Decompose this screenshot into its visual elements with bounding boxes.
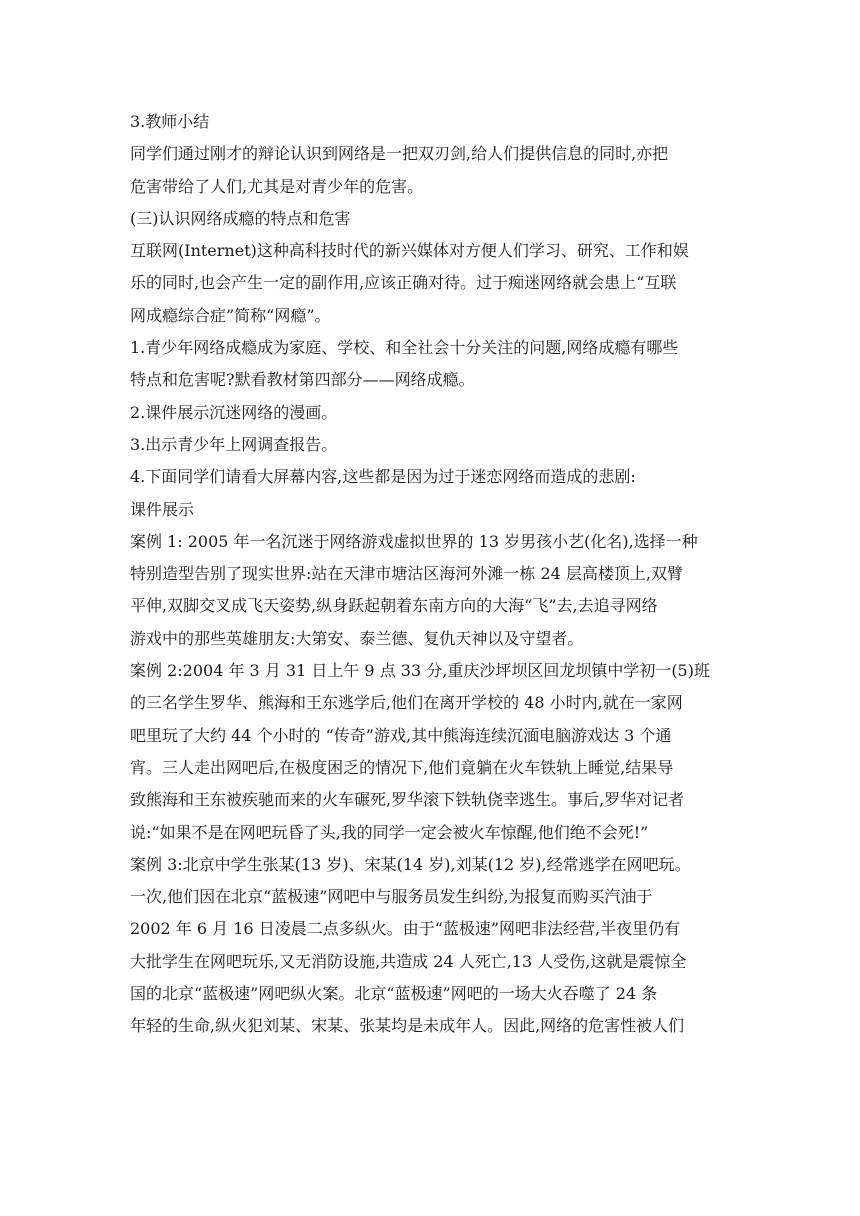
case-3-line: 2002 年 6 月 16 日凌晨二点多纵火。由于“蓝极速”网吧非法经营,半夜里仍有 bbox=[130, 919, 681, 939]
courseware-label: 课件展示 bbox=[130, 499, 195, 519]
case-3-line: 年轻的生命,纵火犯刘某、宋某、张某均是未成年人。因此,网络的危害性被人们 bbox=[130, 1016, 685, 1036]
paragraph-line: 网成瘾综合症”简称“网瘾”。 bbox=[130, 305, 331, 325]
case-3-line: 国的北京“蓝极速”网吧纵火案。北京“蓝极速”网吧的一场大火吞噬了 24 条 bbox=[130, 984, 658, 1004]
case-2-line: 宵。三人走出网吧后,在极度困乏的情况下,他们竟躺在火车铁轨上睡觉,结果导 bbox=[130, 757, 674, 777]
case-3-line: 大批学生在网吧玩乐,又无消防设施,共造成 24 人死亡,13 人受伤,这就是震惊全 bbox=[130, 951, 687, 971]
case-3-line: 案例 3:北京中学生张某(13 岁)、宋某(14 岁),刘某(12 岁),经常逃学在网吧玩。 bbox=[130, 854, 691, 874]
list-item-1-cont: 特点和危害呢?默看教材第四部分——网络成瘾。 bbox=[130, 370, 475, 390]
paragraph-line: 危害带给了人们,尤其是对青少年的危害。 bbox=[130, 176, 424, 196]
list-item-3: 3.出示青少年上网调查报告。 bbox=[130, 434, 338, 454]
case-2-line: 的三名学生罗华、熊海和王东逃学后,他们在离开学校的 48 小时内,就在一家网 bbox=[130, 693, 683, 713]
list-item-4: 4.下面同学们请看大屏幕内容,这些都是因为过于迷恋网络而造成的悲剧: bbox=[130, 467, 636, 487]
paragraph-line: 同学们通过刚才的辩论认识到网络是一把双刃剑,给人们提供信息的同时,亦把 bbox=[130, 144, 669, 164]
list-item-1: 1.青少年网络成瘾成为家庭、学校、和全社会十分关注的问题,网络成瘾有哪些 bbox=[130, 338, 679, 358]
case-1-line: 特别造型告别了现实世界:站在天津市塘沽区海河外滩一栋 24 层高楼顶上,双臂 bbox=[130, 564, 684, 584]
paragraph-line: 互联网(Internet)这种高科技时代的新兴媒体对方便人们学习、研究、工作和娱 bbox=[130, 241, 689, 261]
case-1-line: 游戏中的那些英雄朋友:大第安、泰兰德、复仇天神以及守望者。 bbox=[130, 628, 584, 648]
paragraph-line: 乐的同时,也会产生一定的副作用,应该正确对待。过于痴迷网络就会患上“互联 bbox=[130, 273, 677, 293]
document-page bbox=[130, 106, 742, 1043]
case-2-line: 案例 2:2004 年 3 月 31 日上午 9 点 33 分,重庆沙坪坝区回龙坝镇中学初一(5)班 bbox=[130, 661, 710, 681]
case-2-line: 吧里玩了大约 44 个小时的 “传奇”游戏,其中熊海连续沉湎电脑游戏达 3 个通 bbox=[130, 725, 672, 745]
case-1-line: 案例 1: 2005 年一名沉迷于网络游戏虚拟世界的 13 岁男孩小艺(化名),选择一种 bbox=[130, 531, 698, 551]
case-2-line: 致熊海和王东被疾驰而来的火车碾死,罗华滚下铁轨侥幸逃生。事后,罗华对记者 bbox=[130, 790, 685, 810]
list-item-2: 2.课件展示沉迷网络的漫画。 bbox=[130, 402, 338, 422]
heading-teacher-summary: 3.教师小结 bbox=[130, 112, 210, 131]
case-1-line: 平伸,双脚交叉成飞天姿势,纵身跃起朝着东南方向的大海“飞”去,去追寻网络 bbox=[130, 596, 658, 616]
case-3-line: 一次,他们因在北京“蓝极速”网吧中与服务员发生纠纷,为报复而购买汽油于 bbox=[130, 887, 653, 907]
section-heading: (三)认识网络成瘾的特点和危害 bbox=[130, 208, 351, 228]
case-2-line: 说:“如果不是在网吧玩昏了头,我的同学一定会被火车惊醒,他们绝不会死!” bbox=[130, 822, 649, 842]
